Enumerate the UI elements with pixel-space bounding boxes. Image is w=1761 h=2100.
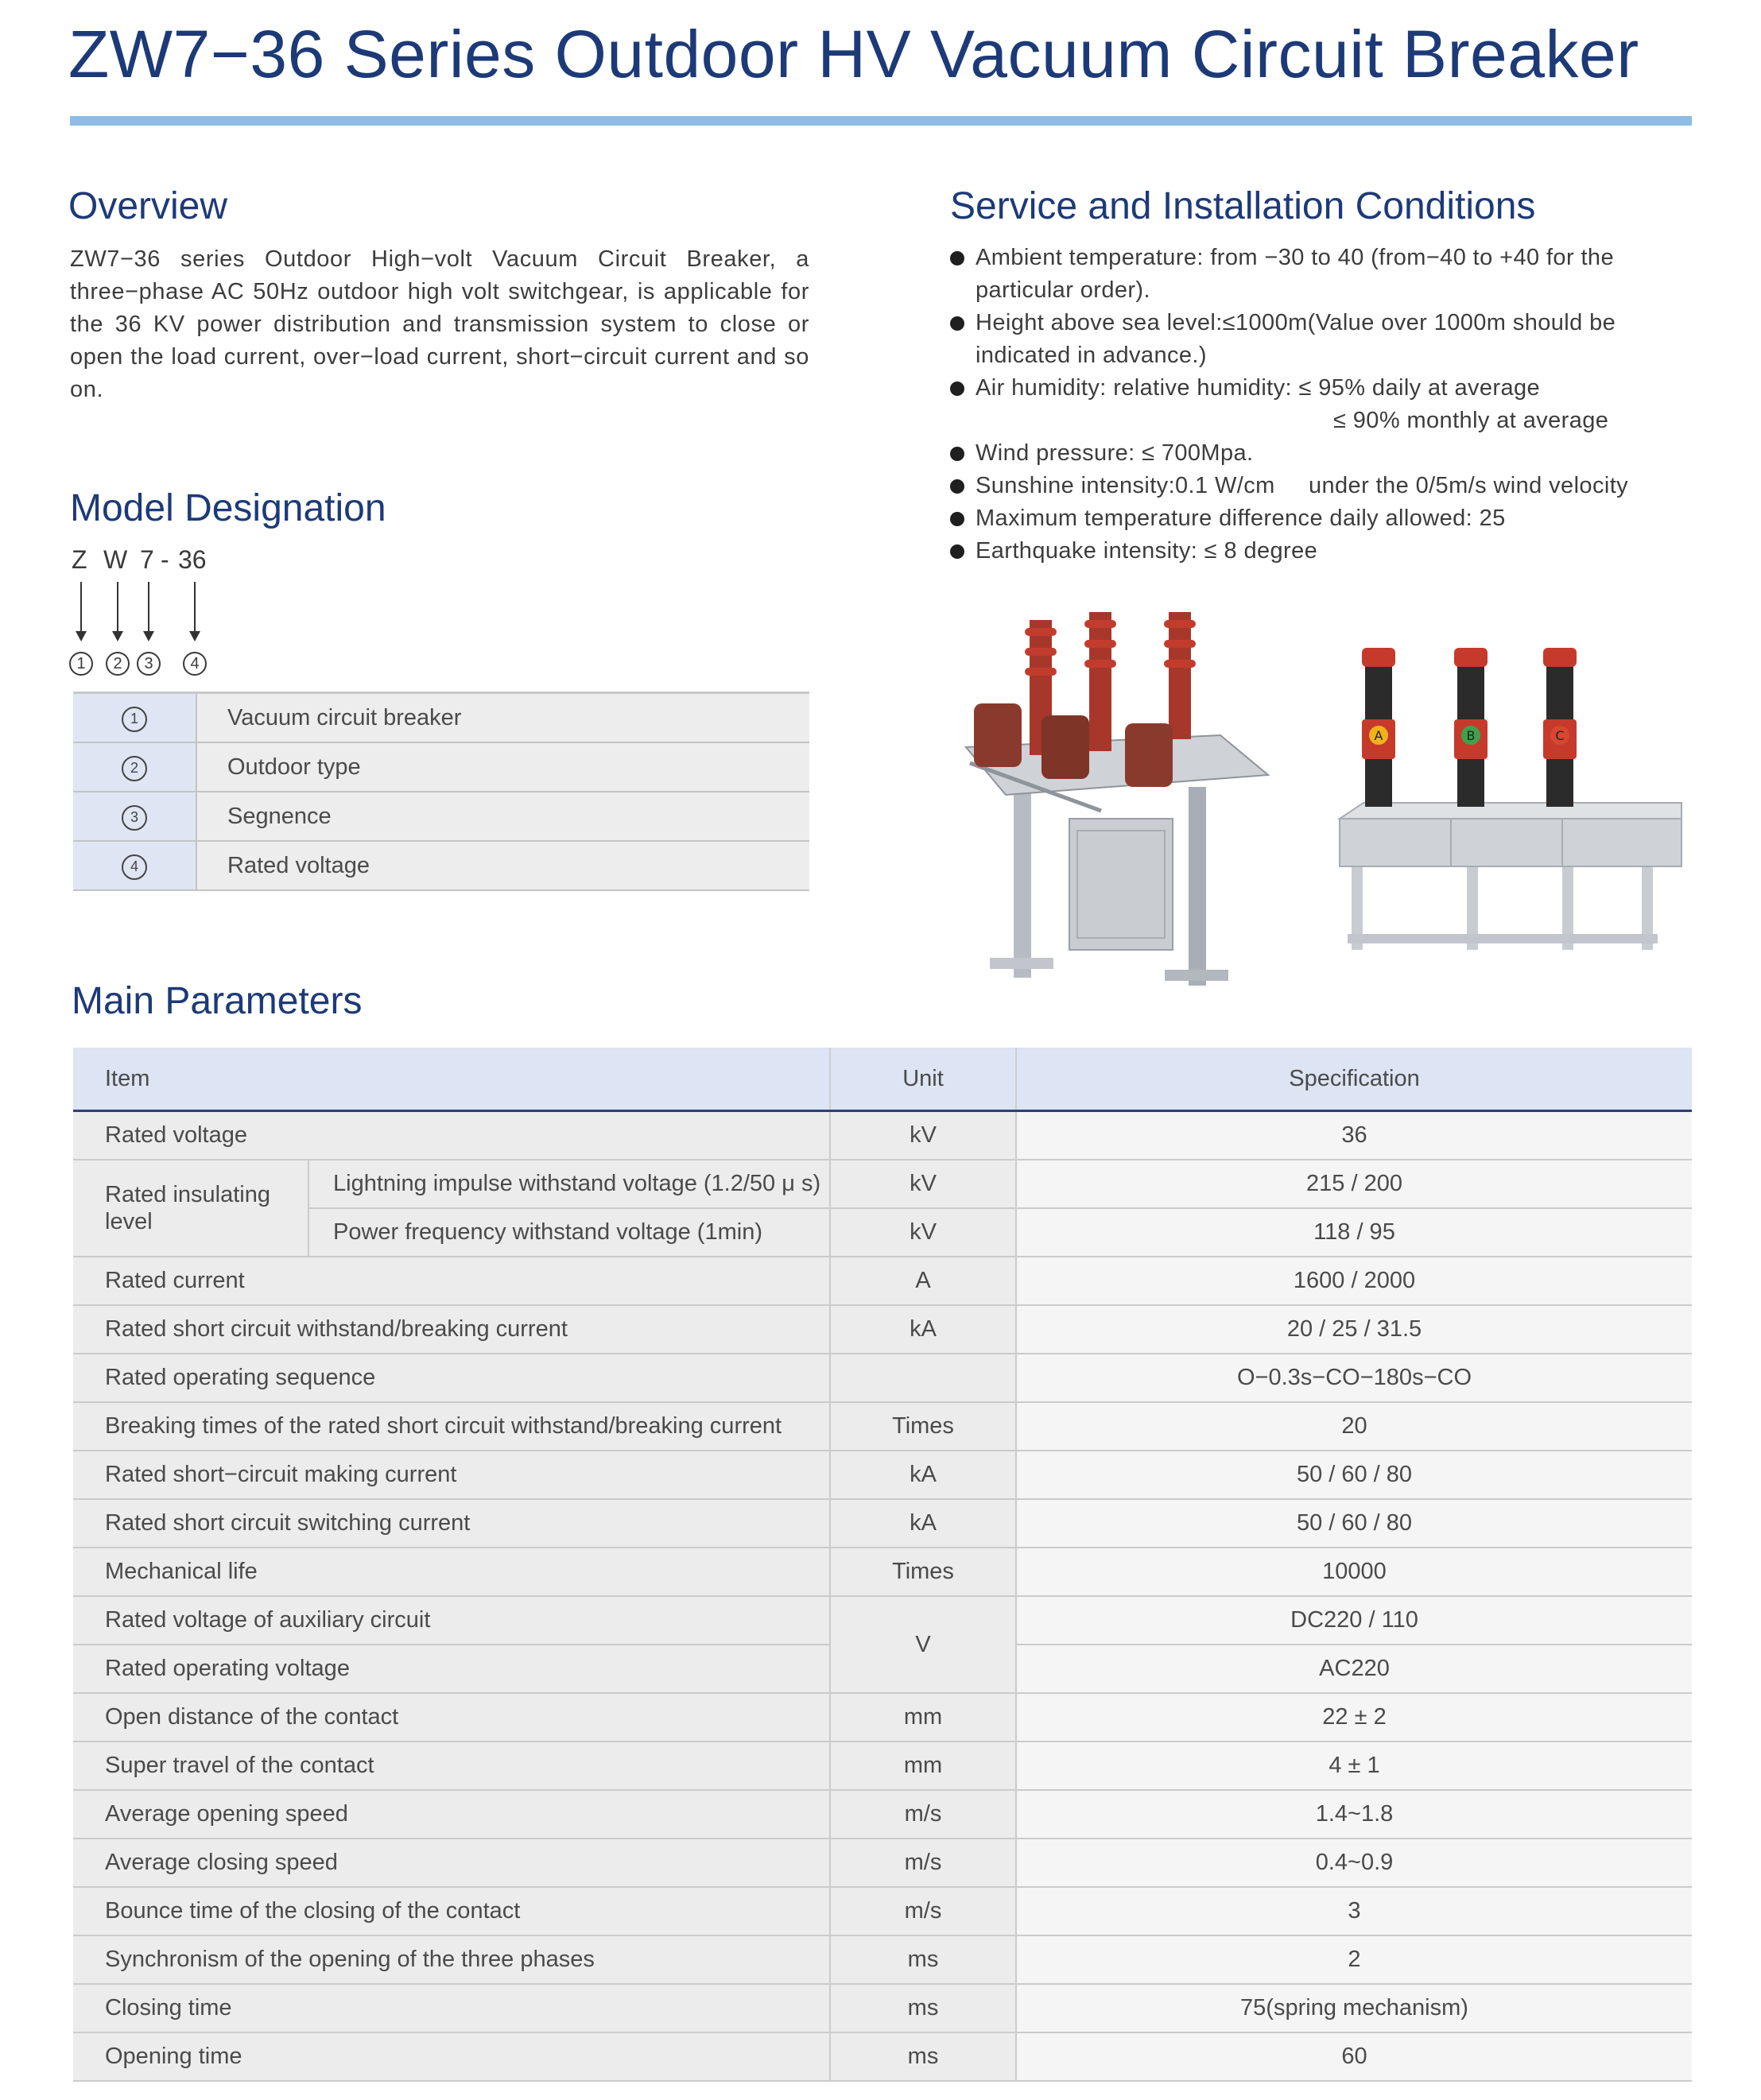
param-spec: AC220: [1016, 1645, 1692, 1693]
param-item: Rated operating voltage: [73, 1645, 830, 1693]
table-row: [73, 1208, 1692, 1257]
bullet-icon: [950, 544, 964, 559]
breaker-photo-frame-type: [958, 604, 1272, 1002]
designation-number: 1: [122, 707, 147, 732]
param-item: Breaking times of the rated short circuit withstand/breaking current: [73, 1402, 830, 1451]
param-unit: kV: [830, 1111, 1016, 1160]
overview-heading: Overview: [68, 185, 228, 227]
table-row: [73, 1693, 1692, 1742]
param-unit: kV: [830, 1160, 1016, 1208]
table-row: [73, 693, 809, 743]
main-parameters-table: [73, 1048, 1692, 2082]
param-item: Average opening speed: [73, 1790, 830, 1838]
param-item: Rated current: [73, 1257, 830, 1305]
param-item: Rated short circuit withstand/breaking current: [73, 1305, 830, 1354]
param-unit: ms: [830, 1935, 1016, 1984]
overview-text: ZW7−36 series Outdoor High−volt Vacuum Circuit Breaker, a three−phase AC 50Hz outdoor high volt switchgear, is applicable for the 36 KV power distribution and transmission system to close or open the load current, over−load current, short−circuit current and so on.: [70, 246, 809, 402]
param-unit: mm: [830, 1742, 1016, 1790]
service-item-line: Air humidity: relative humidity: ≤ 95% daily at average: [976, 375, 1541, 401]
service-item-line: Ambient temperature: from −30 to 40 (from−40 to +40 for the: [976, 245, 1614, 270]
param-unit: m/s: [830, 1838, 1016, 1887]
param-item: Bounce time of the closing of the contact: [73, 1887, 830, 1935]
param-item: Rated operating sequence: [73, 1354, 830, 1402]
table-row: [73, 1790, 1692, 1838]
params-heading: Main Parameters: [72, 980, 363, 1022]
bullet-icon: [950, 479, 964, 494]
table-header-row: [73, 1048, 1692, 1111]
table-row: [73, 1548, 1692, 1596]
param-unit: Times: [830, 1548, 1016, 1596]
table-row: [73, 1402, 1692, 1451]
service-item: [950, 502, 1697, 535]
designation-number: 3: [137, 652, 161, 676]
bullet-icon: [950, 382, 964, 396]
param-unit: m/s: [830, 1790, 1016, 1838]
service-item: [950, 535, 1697, 568]
page-title: ZW7−36 Series Outdoor HV Vacuum Circuit Breaker: [68, 17, 1639, 91]
designation-number: 4: [122, 854, 147, 880]
param-item: Power frequency withstand voltage (1min): [308, 1208, 830, 1257]
arrow-head-icon: [112, 631, 123, 641]
table-row: [73, 1160, 1692, 1208]
param-spec: 1600 / 2000: [1016, 1257, 1692, 1305]
arrow-down-icon: [148, 582, 149, 631]
model-code: [72, 545, 231, 577]
table-row: [73, 1257, 1692, 1305]
designation-number: 3: [122, 805, 147, 831]
model-code-char: 7: [140, 545, 154, 574]
phase-label: C: [1555, 728, 1565, 743]
arrow-down-icon: [194, 582, 196, 631]
model-designation-table: [73, 692, 809, 891]
designation-number: 2: [122, 756, 147, 781]
service-conditions-list: [950, 242, 1697, 568]
designation-desc: Outdoor type: [196, 742, 809, 792]
param-spec: 50 / 60 / 80: [1016, 1451, 1692, 1499]
param-unit: kV: [830, 1208, 1016, 1257]
table-row: [73, 2032, 1692, 2081]
title-rule: [70, 116, 1692, 126]
table-row: [73, 1354, 1692, 1402]
param-spec: 118 / 95: [1016, 1208, 1692, 1257]
column-header-unit: Unit: [830, 1048, 1016, 1111]
table-row: [73, 1984, 1692, 2032]
param-spec: 50 / 60 / 80: [1016, 1499, 1692, 1548]
service-item: [950, 470, 1697, 502]
arrow-head-icon: [143, 631, 154, 641]
model-code-char: Z: [72, 545, 87, 574]
breaker-photo-cabinet-type: [1332, 640, 1685, 966]
service-item: [950, 372, 1697, 437]
param-item: Closing time: [73, 1984, 830, 2032]
param-spec: 36: [1016, 1111, 1692, 1160]
param-spec: 215 / 200: [1016, 1160, 1692, 1208]
table-row: [73, 841, 809, 890]
param-item: Rated voltage of auxiliary circuit: [73, 1596, 830, 1645]
param-spec: 20: [1016, 1402, 1692, 1451]
param-unit: V: [830, 1596, 1016, 1693]
table-row: [73, 1935, 1692, 1984]
model-code-char: -: [161, 545, 169, 574]
param-spec: 22 ± 2: [1016, 1693, 1692, 1742]
designation-number: 4: [183, 652, 207, 676]
table-row: [73, 742, 809, 792]
param-item: Rated short circuit switching current: [73, 1499, 830, 1548]
service-item-line: Height above sea level:≤1000m(Value over 1000m should be: [976, 310, 1616, 335]
param-spec: 60: [1016, 2032, 1692, 2081]
arrow-down-icon: [80, 582, 82, 631]
param-unit: mm: [830, 1693, 1016, 1742]
param-spec: 20 / 25 / 31.5: [1016, 1305, 1692, 1354]
designation-number: 2: [106, 652, 130, 676]
param-spec: 2: [1016, 1935, 1692, 1984]
model-code-char: 36: [178, 545, 207, 574]
designation-desc: Vacuum circuit breaker: [196, 693, 809, 743]
table-row: [73, 1596, 1692, 1645]
arrow-head-icon: [189, 631, 200, 641]
table-row: [73, 792, 809, 841]
param-item: Average closing speed: [73, 1838, 830, 1887]
column-header-spec: Specification: [1016, 1048, 1692, 1111]
table-row: [73, 1742, 1692, 1790]
param-unit: Times: [830, 1402, 1016, 1451]
service-item-line: Maximum temperature difference daily allowed: 25: [976, 506, 1506, 531]
param-spec: 3: [1016, 1887, 1692, 1935]
table-row: [73, 1499, 1692, 1548]
bullet-icon: [950, 316, 964, 331]
service-item-line: Sunshine intensity:0.1 W/cm under the 0/5m/s wind velocity: [976, 473, 1629, 498]
param-spec: 4 ± 1: [1016, 1742, 1692, 1790]
param-item: Mechanical life: [73, 1548, 830, 1596]
param-item: Synchronism of the opening of the three phases: [73, 1935, 830, 1984]
param-unit: kA: [830, 1499, 1016, 1548]
arrow-head-icon: [76, 631, 87, 641]
model-code-char: W: [103, 545, 128, 574]
param-item: Rated voltage: [73, 1111, 830, 1160]
service-item-line: indicated in advance.): [976, 343, 1207, 368]
param-item: Rated short−circuit making current: [73, 1451, 830, 1499]
table-row: [73, 1451, 1692, 1499]
param-item: Lightning impulse withstand voltage (1.2/50 μ s): [308, 1160, 830, 1208]
param-unit: kA: [830, 1305, 1016, 1354]
param-group: Rated insulating level: [73, 1160, 308, 1257]
param-unit: A: [830, 1257, 1016, 1305]
table-row: [73, 1111, 1692, 1160]
param-spec: 0.4~0.9: [1016, 1838, 1692, 1887]
service-item-line: ≤ 90% monthly at average: [1333, 408, 1609, 433]
column-header-item: Item: [73, 1048, 830, 1111]
param-spec: 10000: [1016, 1548, 1692, 1596]
service-item-line: Earthquake intensity: ≤ 8 degree: [976, 538, 1318, 564]
designation-desc: Segnence: [196, 792, 809, 841]
bullet-icon: [950, 251, 964, 265]
param-unit: ms: [830, 2032, 1016, 2081]
bullet-icon: [950, 447, 964, 461]
param-unit: kA: [830, 1451, 1016, 1499]
param-item: Open distance of the contact: [73, 1693, 830, 1742]
param-unit: [830, 1354, 1016, 1402]
phase-label: B: [1466, 728, 1476, 743]
service-item-line: Wind pressure: ≤ 700Mpa.: [976, 440, 1254, 466]
designation-number: 1: [69, 652, 93, 676]
service-item: [950, 437, 1697, 470]
param-spec: 1.4~1.8: [1016, 1790, 1692, 1838]
param-spec: 75(spring mechanism): [1016, 1984, 1692, 2032]
service-item-line: particular order).: [976, 277, 1150, 303]
service-heading: Service and Installation Conditions: [950, 185, 1536, 227]
param-item: Super travel of the contact: [73, 1742, 830, 1790]
param-spec: O−0.3s−CO−180s−CO: [1016, 1354, 1692, 1402]
designation-desc: Rated voltage: [196, 841, 809, 890]
param-unit: m/s: [830, 1887, 1016, 1935]
phase-label: A: [1374, 728, 1383, 743]
arrow-down-icon: [117, 582, 118, 631]
table-row: [73, 1305, 1692, 1354]
service-item: [950, 307, 1697, 372]
table-row: [73, 1887, 1692, 1935]
param-spec: DC220 / 110: [1016, 1596, 1692, 1645]
model-heading: Model Designation: [70, 487, 386, 529]
table-row: [73, 1838, 1692, 1887]
param-unit: ms: [830, 1984, 1016, 2032]
bullet-icon: [950, 512, 964, 526]
param-item: Opening time: [73, 2032, 830, 2081]
service-item: [950, 242, 1697, 307]
